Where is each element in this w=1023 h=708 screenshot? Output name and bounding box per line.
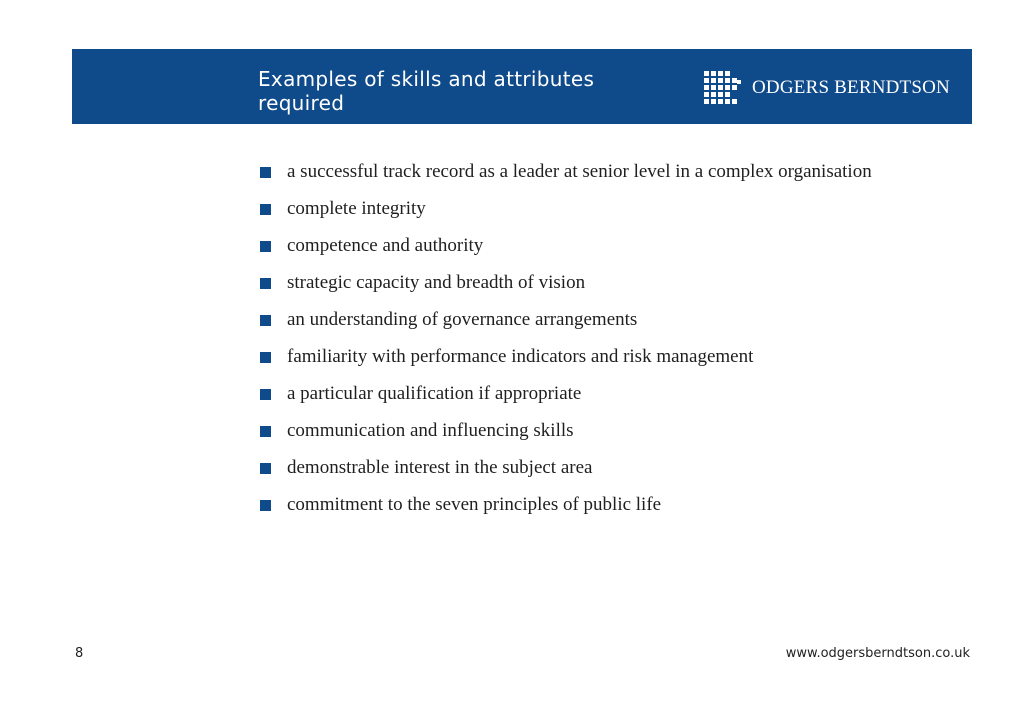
list-item-text: familiarity with performance indicators and risk management [287,346,754,367]
list-item-text: competence and authority [287,235,484,256]
page-number: 8 [75,646,84,661]
square-bullet-icon [260,463,271,474]
square-bullet-icon [260,278,271,289]
list-item-text: complete integrity [287,198,426,219]
list-item-text: commitment to the seven principles of public life [287,494,662,515]
square-bullet-icon [260,426,271,437]
list-item-text: demonstrable interest in the subject area [287,457,593,478]
square-bullet-icon [260,389,271,400]
company-logo [704,71,950,105]
list-item [259,233,899,258]
square-bullet-icon [260,315,271,326]
square-bullet-icon [260,352,271,363]
square-bullet-icon [260,204,271,215]
list-item-text: a successful track record as a leader at senior level in a complex organisation [287,161,872,182]
header-band [72,49,972,124]
slide-title: Examples of skills and attributes required [258,67,595,115]
list-item [259,418,899,443]
list-item [259,344,899,369]
skills-list [259,159,899,529]
list-item [259,196,899,221]
list-item-text: a particular qualification if appropriate [287,383,582,404]
list-item-text: strategic capacity and breadth of vision [287,272,586,293]
list-item [259,381,899,406]
list-item [259,307,899,332]
square-bullet-icon [260,241,271,252]
list-item [259,270,899,295]
list-item-text: an understanding of governance arrangements [287,309,638,330]
list-item [259,492,899,517]
square-bullet-icon [260,500,271,511]
footer-url: www.odgersberndtson.co.uk [785,646,970,661]
list-item-text: communication and influencing skills [287,420,574,441]
list-item [259,159,899,184]
square-bullet-icon [260,167,271,178]
logo-text: ODGERS BERNDTSON [752,77,950,98]
list-item [259,455,899,480]
odgers-berndtson-grid-logo-icon [704,71,742,105]
